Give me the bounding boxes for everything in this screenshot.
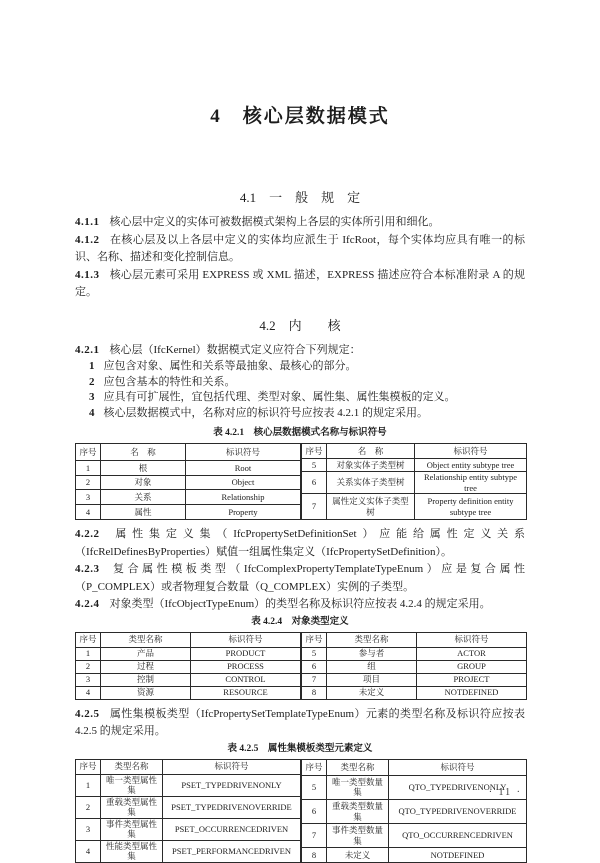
table-cell: 关系实体子类型树 — [327, 472, 415, 494]
table-cell: 未定义 — [327, 686, 417, 699]
list-item-text: 应包含基本的特性和关系。 — [103, 375, 236, 388]
table-4-2-5 — [75, 759, 525, 863]
table-cell: Root — [186, 461, 301, 476]
table-cell: 5 — [302, 459, 327, 472]
table-header-cell: 标识符号 — [163, 759, 301, 774]
table-cell: 6 — [302, 660, 327, 673]
clause-text: 核心层元素可采用 EXPRESS 或 XML 描述，EXPRESS 描述应符合本标准附录 A 的规定。 — [75, 268, 525, 298]
table-cell: 3 — [76, 490, 101, 505]
table-header-cell: 序号 — [76, 632, 101, 647]
table-header-row — [76, 632, 301, 647]
table-cell: NOTDEFINED — [417, 686, 527, 699]
table-cell: 3 — [76, 673, 101, 686]
chapter-title: 4 核心层数据模式 — [210, 106, 390, 127]
section-heading-4-1: 4.1 一 般 规 定 — [239, 190, 361, 205]
table-cell: 根 — [101, 461, 186, 476]
table-cell: 属性 — [101, 505, 186, 520]
table-header-cell: 序号 — [302, 632, 327, 647]
clause-text: 在核心层及以上各层中定义的实体均应派生于 IfcRoot，每个实体均应具有唯一的标识、名称、描述和变化控制信息。 — [75, 233, 525, 263]
table-header-cell: 类型名称 — [101, 632, 191, 647]
clause-text: 属性集定义集（IfcPropertySetDefinitionSet）应能给属性定义关系（IfcRelDefinesByProperties）赋值一组属性集定义（IfcPropertySetDefinition）。 — [75, 528, 525, 558]
table-cell: 2 — [76, 660, 101, 673]
table-cell: NOTDEFINED — [389, 848, 527, 862]
table-header-cell: 标识符号 — [191, 632, 301, 647]
table-cell: CONTROL — [191, 673, 301, 686]
table-cell: 2 — [76, 796, 101, 818]
table-cell: Object — [186, 475, 301, 490]
clause-text: 核心层（IfcKernel）数据模式定义应符合下列规定： — [109, 343, 361, 356]
table-row — [302, 848, 527, 862]
list-item-text: 应包含对象、属性和关系等最抽象、最核心的部分。 — [103, 360, 357, 372]
clause-text: 核心层中定义的实体可被数据模式架构上各层的实体所引用和细化。 — [109, 216, 440, 228]
table-cell: 8 — [302, 686, 327, 699]
table-header-cell: 标识符号 — [186, 444, 301, 461]
table-cell: PSET_OCCURRENCEDRIVEN — [163, 818, 301, 840]
list-item-4 — [89, 406, 525, 422]
table-4-2-5-caption: 表 4.2.5 属性集模板类型元素定义 — [227, 743, 373, 754]
table-cell: 对象 — [101, 475, 186, 490]
table-row — [302, 800, 527, 824]
table-cell: 属性定义实体子类型树 — [327, 494, 415, 520]
table-row — [76, 475, 301, 490]
table-header-cell: 序号 — [76, 759, 101, 774]
table-cell: 关系 — [101, 490, 186, 505]
clause-label: 4.2.2 — [75, 528, 100, 540]
table-cell: QTO_OCCURRENCEDRIVEN — [389, 824, 527, 848]
page-number: · 11 · — [488, 787, 522, 798]
table-cell: PSET_TYPEDRIVENONLY — [163, 774, 301, 796]
clause-label: 4.1.2 — [75, 233, 100, 246]
list-item-number: 3 — [89, 391, 95, 403]
table-cell: 1 — [76, 774, 101, 796]
table-cell: 4 — [76, 505, 101, 520]
table-cell: 性能类型属性集 — [101, 840, 163, 862]
table-cell: 1 — [76, 461, 101, 476]
table-cell: 过程 — [101, 660, 191, 673]
table-row — [302, 686, 527, 699]
table-header-row — [302, 632, 527, 647]
table-header-row — [302, 444, 527, 459]
clause-label: 4.2.1 — [75, 343, 100, 356]
table-4-2-1-right — [301, 443, 527, 520]
list-item-2 — [89, 375, 525, 391]
table-cell: 5 — [302, 647, 327, 660]
table-row — [76, 686, 301, 699]
table-header-cell: 类型名称 — [327, 759, 389, 775]
table-row — [76, 774, 301, 796]
clause-4-2-5 — [75, 706, 525, 741]
clause-4-2-3 — [75, 561, 525, 596]
table-cell: PRODUCT — [191, 647, 301, 660]
table-4-2-5-left — [75, 759, 301, 863]
table-cell: QTO_TYPEDRIVENOVERRIDE — [389, 800, 527, 824]
table-4-2-1 — [75, 443, 525, 520]
table-cell: 事件类型属性集 — [101, 818, 163, 840]
clause-4-2-2 — [75, 526, 525, 561]
table-header-cell: 名 称 — [327, 444, 415, 459]
clause-label: 4.1.1 — [75, 216, 100, 228]
table-4-2-4-right — [301, 632, 527, 700]
table-header-cell: 标识符号 — [417, 632, 527, 647]
table-cell: 重载类型数量集 — [327, 800, 389, 824]
table-header-cell: 名 称 — [101, 444, 186, 461]
list-item-text: 核心层数据模式中，名称对应的标识符号应按表 4.2.1 的规定采用。 — [103, 406, 428, 419]
table-cell: Relationship — [186, 490, 301, 505]
table-cell: 唯一类型属性集 — [101, 774, 163, 796]
table-cell: Property — [186, 505, 301, 520]
table-header-cell: 类型名称 — [101, 759, 163, 774]
clause-label: 4.1.3 — [75, 268, 100, 281]
table-cell: 产品 — [101, 647, 191, 660]
table-cell: 重载类型属性集 — [101, 796, 163, 818]
table-row — [302, 459, 527, 472]
table-cell: PROCESS — [191, 660, 301, 673]
clause-text: 对象类型（IfcObjectTypeEnum）的类型名称及标识符应按表 4.2.4 的规定采用。 — [109, 598, 491, 610]
table-cell: 7 — [302, 673, 327, 686]
table-header-row — [76, 759, 301, 774]
table-row — [302, 494, 527, 520]
table-4-2-5-right — [301, 759, 527, 863]
table-cell: 1 — [76, 647, 101, 660]
table-4-2-4 — [75, 632, 525, 700]
table-cell: Object entity subtype tree — [415, 459, 527, 472]
table-row — [302, 660, 527, 673]
table-cell: 组 — [327, 660, 417, 673]
list-item-text: 应具有可扩展性，宜包括代理、类型对象、属性集、属性集模板的定义。 — [103, 391, 456, 403]
table-cell: 唯一类型数量集 — [327, 775, 389, 799]
table-header-cell: 序号 — [76, 444, 101, 461]
table-cell: 对象实体子类型树 — [327, 459, 415, 472]
table-row — [76, 647, 301, 660]
table-header-cell: 标识符号 — [389, 759, 527, 775]
table-4-2-4-left — [75, 632, 301, 700]
section-heading-4-2: 4.2 内 核 — [259, 317, 341, 333]
table-row — [76, 461, 301, 476]
table-header-row — [302, 759, 527, 775]
clause-4-2-4 — [75, 596, 525, 614]
table-cell: 4 — [76, 840, 101, 862]
table-cell: 项目 — [327, 673, 417, 686]
table-4-2-4-caption: 表 4.2.4 对象类型定义 — [251, 616, 349, 627]
list-item-number: 2 — [89, 375, 95, 388]
table-row — [76, 840, 301, 862]
table-row — [76, 505, 301, 520]
table-row — [76, 796, 301, 818]
table-row — [302, 824, 527, 848]
table-cell: 5 — [302, 775, 327, 799]
clause-4-1-1 — [75, 214, 525, 232]
table-row — [76, 818, 301, 840]
table-cell: 2 — [76, 475, 101, 490]
table-cell: Relationship entity subtype tree — [415, 472, 527, 494]
table-cell: PSET_PERFORMANCEDRIVEN — [163, 840, 301, 862]
table-row — [76, 490, 301, 505]
table-header-cell: 序号 — [302, 759, 327, 775]
table-cell: 控制 — [101, 673, 191, 686]
table-header-cell: 序号 — [302, 444, 327, 459]
clause-4-1-3 — [75, 267, 525, 302]
list-item-3 — [89, 390, 525, 406]
table-row — [302, 647, 527, 660]
table-cell: 6 — [302, 472, 327, 494]
table-cell: ACTOR — [417, 647, 527, 660]
clause-label: 4.2.5 — [75, 707, 100, 720]
table-cell: 8 — [302, 848, 327, 862]
table-4-2-1-left — [75, 443, 301, 520]
clause-label: 4.2.4 — [75, 598, 100, 610]
table-cell: 资源 — [101, 686, 191, 699]
table-header-cell: 标识符号 — [415, 444, 527, 459]
clause-text: 复合属性模板类型（IfcComplexPropertyTemplateTypeEnum）应是复合属性（P_COMPLEX）或者物理复合数量（Q_COMPLEX）实例的子类型。 — [75, 563, 525, 593]
clause-4-2-1 — [75, 342, 525, 360]
list-item-1 — [89, 359, 525, 375]
table-cell: 未定义 — [327, 848, 389, 862]
table-cell: GROUP — [417, 660, 527, 673]
table-header-cell: 类型名称 — [327, 632, 417, 647]
table-row — [76, 660, 301, 673]
table-cell: QTO_TYPEDRIVENONLY — [389, 775, 527, 799]
table-cell: 6 — [302, 800, 327, 824]
clause-4-1-2 — [75, 232, 525, 267]
clause-label: 4.2.3 — [75, 563, 100, 575]
table-4-2-1-caption: 表 4.2.1 核心层数据模式名称与标识符号 — [213, 428, 387, 438]
table-cell: PSET_TYPEDRIVENOVERRIDE — [163, 796, 301, 818]
table-row — [302, 673, 527, 686]
list-item-number: 1 — [89, 360, 95, 372]
table-cell: PROJECT — [417, 673, 527, 686]
table-cell: 7 — [302, 824, 327, 848]
table-cell: 参与者 — [327, 647, 417, 660]
table-cell: RESOURCE — [191, 686, 301, 699]
list-item-number: 4 — [89, 406, 95, 419]
table-cell: 事件类型数量集 — [327, 824, 389, 848]
table-row — [302, 472, 527, 494]
table-row — [76, 673, 301, 686]
table-cell: Property definition entity subtype tree — [415, 494, 527, 520]
table-cell: 4 — [76, 686, 101, 699]
table-header-row — [76, 444, 301, 461]
table-cell: 3 — [76, 818, 101, 840]
clause-text: 属性集模板类型（IfcPropertySetTemplateTypeEnum）元素的类型名称及标识符应按表 4.2.5 的规定采用。 — [75, 707, 525, 737]
table-cell: 7 — [302, 494, 327, 520]
